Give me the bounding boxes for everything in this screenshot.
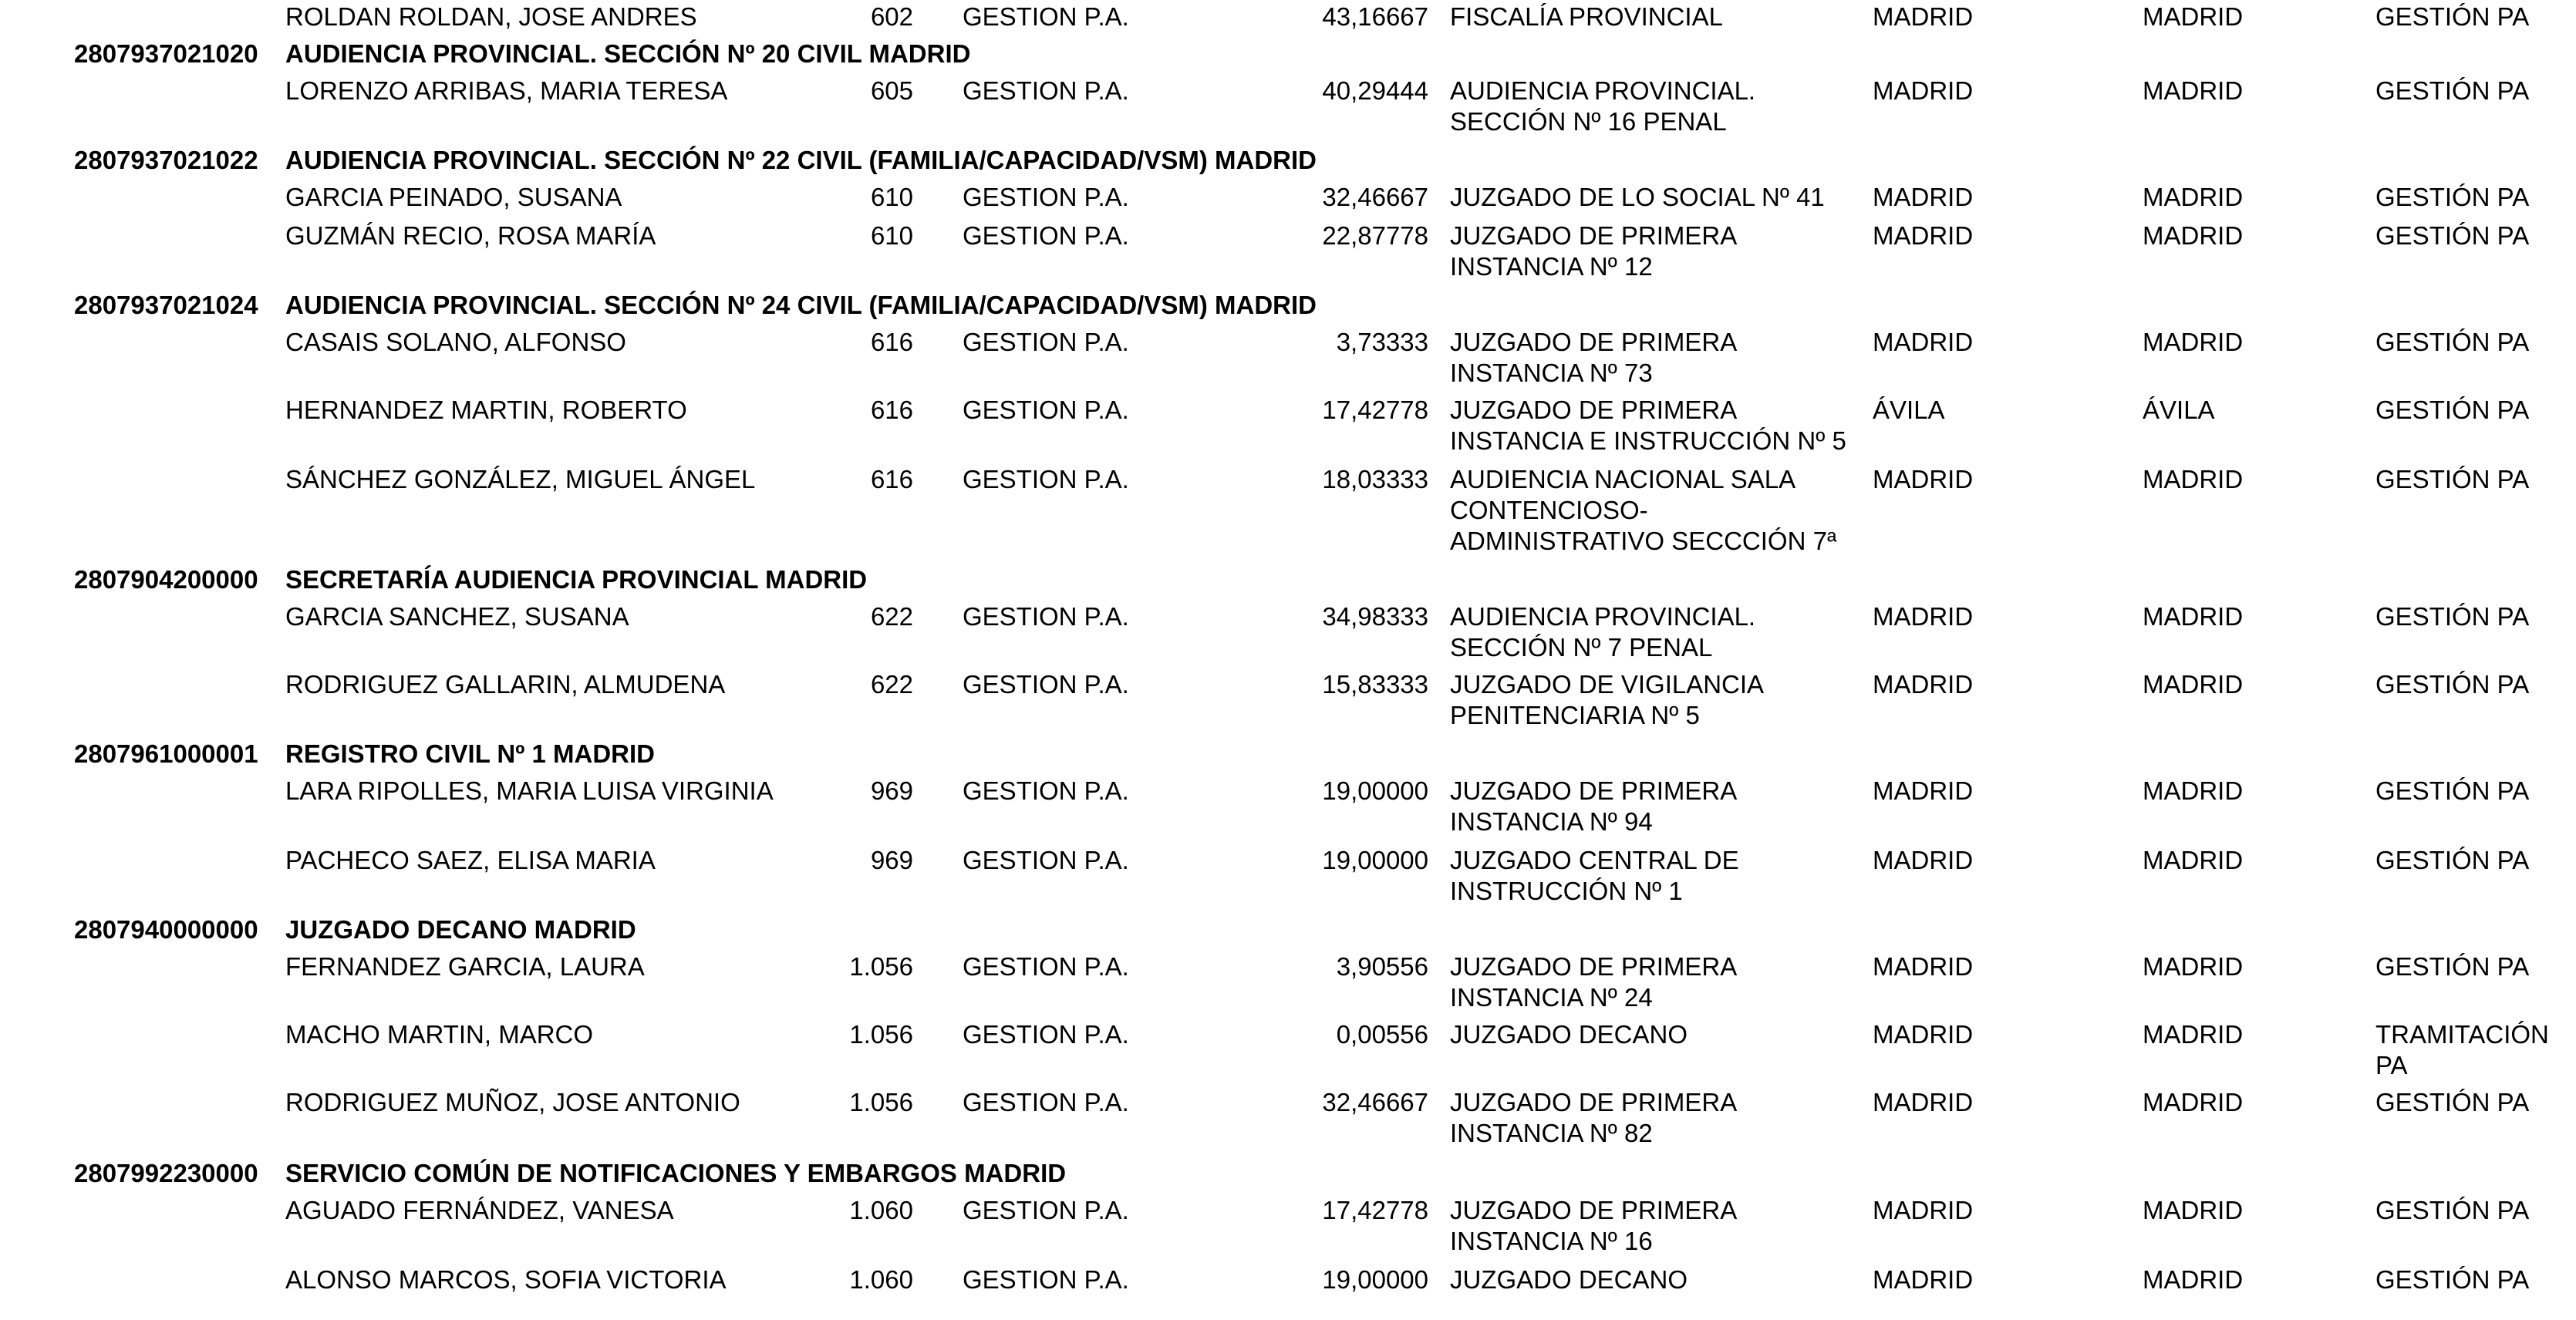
score-value: 22,87778 bbox=[1322, 221, 1428, 250]
province: ÁVILA bbox=[1873, 396, 1945, 424]
category: GESTION P.A. bbox=[963, 1088, 1129, 1116]
body: GESTIÓN PA bbox=[2375, 670, 2530, 699]
destination: JUZGADO DE PRIMERA INSTANCIA Nº 12 bbox=[1450, 221, 1738, 281]
office-code: 2807961000001 bbox=[74, 739, 258, 768]
province: MADRID bbox=[1873, 1088, 1974, 1116]
province: MADRID bbox=[1873, 465, 1974, 493]
locality: MADRID bbox=[2143, 952, 2244, 981]
category: GESTION P.A. bbox=[963, 465, 1129, 493]
post-number: 616 bbox=[870, 396, 913, 424]
person-name: AGUADO FERNÁNDEZ, VANESA bbox=[285, 1196, 674, 1224]
person-name: LARA RIPOLLES, MARIA LUISA VIRGINIA bbox=[285, 776, 774, 805]
category: GESTION P.A. bbox=[963, 1020, 1129, 1049]
province: MADRID bbox=[1873, 602, 1974, 631]
body: GESTIÓN PA bbox=[2375, 221, 2530, 250]
locality: MADRID bbox=[2143, 328, 2244, 356]
destination: AUDIENCIA NACIONAL SALA CONTENCIOSO- ADMINISTRATIVO SECCCIÓN 7ª bbox=[1450, 465, 1837, 555]
office-code: 2807937021022 bbox=[74, 146, 258, 174]
category: GESTION P.A. bbox=[963, 602, 1129, 631]
person-name: GARCIA PEINADO, SUSANA bbox=[285, 183, 622, 211]
province: MADRID bbox=[1873, 952, 1974, 981]
province: MADRID bbox=[1873, 670, 1974, 699]
person-name: ALONSO MARCOS, SOFIA VICTORIA bbox=[285, 1265, 727, 1294]
destination: JUZGADO DE VIGILANCIA PENITENCIARIA Nº 5 bbox=[1450, 670, 1765, 729]
province: MADRID bbox=[1873, 776, 1974, 805]
destination: AUDIENCIA PROVINCIAL. SECCIÓN Nº 16 PENAL bbox=[1450, 76, 1756, 136]
body: GESTIÓN PA bbox=[2375, 602, 2530, 631]
destination: AUDIENCIA PROVINCIAL. SECCIÓN Nº 7 PENAL bbox=[1450, 602, 1756, 662]
post-number: 622 bbox=[870, 670, 913, 699]
province: MADRID bbox=[1873, 846, 1974, 874]
score-value: 19,00000 bbox=[1322, 846, 1428, 874]
person-name: FERNANDEZ GARCIA, LAURA bbox=[285, 952, 645, 981]
score-value: 18,03333 bbox=[1322, 465, 1428, 493]
person-name: RODRIGUEZ GALLARIN, ALMUDENA bbox=[285, 670, 726, 699]
post-number: 610 bbox=[870, 221, 913, 250]
score-value: 3,73333 bbox=[1336, 328, 1428, 356]
score-value: 0,00556 bbox=[1336, 1020, 1428, 1049]
province: MADRID bbox=[1873, 328, 1974, 356]
destination: JUZGADO CENTRAL DE INSTRUCCIÓN Nº 1 bbox=[1450, 846, 1739, 905]
post-number: 969 bbox=[870, 776, 913, 805]
body: GESTIÓN PA bbox=[2375, 2, 2530, 31]
destination: JUZGADO DE PRIMERA INSTANCIA Nº 82 bbox=[1450, 1088, 1738, 1147]
post-number: 610 bbox=[870, 183, 913, 211]
office-title: JUZGADO DECANO MADRID bbox=[285, 915, 636, 944]
locality: MADRID bbox=[2143, 1196, 2244, 1224]
body: GESTIÓN PA bbox=[2375, 1265, 2530, 1294]
score-value: 17,42778 bbox=[1322, 1196, 1428, 1224]
province: MADRID bbox=[1873, 1020, 1974, 1049]
locality: MADRID bbox=[2143, 776, 2244, 805]
category: GESTION P.A. bbox=[963, 952, 1129, 981]
body: GESTIÓN PA bbox=[2375, 1088, 2530, 1116]
score-value: 15,83333 bbox=[1322, 670, 1428, 699]
locality: MADRID bbox=[2143, 221, 2244, 250]
post-number: 602 bbox=[870, 2, 913, 31]
category: GESTION P.A. bbox=[963, 1265, 1129, 1294]
post-number: 1.056 bbox=[849, 952, 913, 981]
locality: MADRID bbox=[2143, 602, 2244, 631]
body: GESTIÓN PA bbox=[2375, 1196, 2530, 1224]
post-number: 969 bbox=[870, 846, 913, 874]
score-value: 32,46667 bbox=[1322, 183, 1428, 211]
destination: JUZGADO DE PRIMERA INSTANCIA Nº 16 bbox=[1450, 1196, 1738, 1255]
body: GESTIÓN PA bbox=[2375, 952, 2530, 981]
score-value: 3,90556 bbox=[1336, 952, 1428, 981]
locality: MADRID bbox=[2143, 1020, 2244, 1049]
destination: JUZGADO DE PRIMERA INSTANCIA Nº 73 bbox=[1450, 328, 1738, 387]
locality: MADRID bbox=[2143, 465, 2244, 493]
body: GESTIÓN PA bbox=[2375, 465, 2530, 493]
category: GESTION P.A. bbox=[963, 670, 1129, 699]
post-number: 616 bbox=[870, 465, 913, 493]
score-value: 19,00000 bbox=[1322, 1265, 1428, 1294]
body: GESTIÓN PA bbox=[2375, 846, 2530, 874]
category: GESTION P.A. bbox=[963, 76, 1129, 105]
destination: FISCALÍA PROVINCIAL bbox=[1450, 2, 1723, 31]
score-value: 34,98333 bbox=[1322, 602, 1428, 631]
body: TRAMITACIÓN PA bbox=[2375, 1020, 2549, 1079]
post-number: 1.056 bbox=[849, 1020, 913, 1049]
locality: MADRID bbox=[2143, 1265, 2244, 1294]
office-code: 2807940000000 bbox=[74, 915, 258, 944]
score-value: 17,42778 bbox=[1322, 396, 1428, 424]
locality: MADRID bbox=[2143, 846, 2244, 874]
locality: MADRID bbox=[2143, 183, 2244, 211]
person-name: GUZMÁN RECIO, ROSA MARÍA bbox=[285, 221, 656, 250]
province: MADRID bbox=[1873, 1196, 1974, 1224]
locality: MADRID bbox=[2143, 2, 2244, 31]
destination: JUZGADO DECANO bbox=[1450, 1020, 1688, 1049]
office-title: SECRETARÍA AUDIENCIA PROVINCIAL MADRID bbox=[285, 565, 868, 594]
person-name: CASAIS SOLANO, ALFONSO bbox=[285, 328, 626, 356]
category: GESTION P.A. bbox=[963, 221, 1129, 250]
person-name: HERNANDEZ MARTIN, ROBERTO bbox=[285, 396, 687, 424]
score-value: 40,29444 bbox=[1322, 76, 1428, 105]
destination: JUZGADO DE PRIMERA INSTANCIA Nº 24 bbox=[1450, 952, 1738, 1012]
province: MADRID bbox=[1873, 183, 1974, 211]
office-code: 2807937021024 bbox=[74, 291, 258, 319]
office-code: 2807904200000 bbox=[74, 565, 258, 594]
post-number: 622 bbox=[870, 602, 913, 631]
office-title: AUDIENCIA PROVINCIAL. SECCIÓN Nº 22 CIVIL (FAMILIA/CAPACIDAD/VSM) MADRID bbox=[285, 146, 1317, 174]
destination: JUZGADO DE LO SOCIAL Nº 41 bbox=[1450, 183, 1825, 211]
locality: MADRID bbox=[2143, 1088, 2244, 1116]
province: MADRID bbox=[1873, 76, 1974, 105]
post-number: 1.056 bbox=[849, 1088, 913, 1116]
score-value: 32,46667 bbox=[1322, 1088, 1428, 1116]
person-name: GARCIA SANCHEZ, SUSANA bbox=[285, 602, 629, 631]
post-number: 1.060 bbox=[849, 1196, 913, 1224]
province: MADRID bbox=[1873, 1265, 1974, 1294]
destination: JUZGADO DE PRIMERA INSTANCIA E INSTRUCCIÓN Nº 5 bbox=[1450, 396, 1846, 455]
post-number: 605 bbox=[870, 76, 913, 105]
person-name: MACHO MARTIN, MARCO bbox=[285, 1020, 594, 1049]
locality: ÁVILA bbox=[2143, 396, 2215, 424]
destination: JUZGADO DE PRIMERA INSTANCIA Nº 94 bbox=[1450, 776, 1738, 836]
office-code: 2807992230000 bbox=[74, 1159, 258, 1187]
category: GESTION P.A. bbox=[963, 2, 1129, 31]
body: GESTIÓN PA bbox=[2375, 776, 2530, 805]
province: MADRID bbox=[1873, 221, 1974, 250]
body: GESTIÓN PA bbox=[2375, 183, 2530, 211]
office-title: AUDIENCIA PROVINCIAL. SECCIÓN Nº 20 CIVIL MADRID bbox=[285, 39, 971, 68]
province: MADRID bbox=[1873, 2, 1974, 31]
person-name: ROLDAN ROLDAN, JOSE ANDRES bbox=[285, 2, 697, 31]
office-title: SERVICIO COMÚN DE NOTIFICACIONES Y EMBARGOS MADRID bbox=[285, 1159, 1067, 1187]
person-name: SÁNCHEZ GONZÁLEZ, MIGUEL ÁNGEL bbox=[285, 465, 756, 493]
locality: MADRID bbox=[2143, 76, 2244, 105]
office-code: 2807937021020 bbox=[74, 39, 258, 68]
person-name: LORENZO ARRIBAS, MARIA TERESA bbox=[285, 76, 728, 105]
score-value: 43,16667 bbox=[1322, 2, 1428, 31]
post-number: 616 bbox=[870, 328, 913, 356]
person-name: PACHECO SAEZ, ELISA MARIA bbox=[285, 846, 656, 874]
person-name: RODRIGUEZ MUÑOZ, JOSE ANTONIO bbox=[285, 1088, 740, 1116]
office-title: AUDIENCIA PROVINCIAL. SECCIÓN Nº 24 CIVIL (FAMILIA/CAPACIDAD/VSM) MADRID bbox=[285, 291, 1317, 319]
category: GESTION P.A. bbox=[963, 1196, 1129, 1224]
destination: JUZGADO DECANO bbox=[1450, 1265, 1688, 1294]
score-value: 19,00000 bbox=[1322, 776, 1428, 805]
category: GESTION P.A. bbox=[963, 846, 1129, 874]
body: GESTIÓN PA bbox=[2375, 396, 2530, 424]
locality: MADRID bbox=[2143, 670, 2244, 699]
category: GESTION P.A. bbox=[963, 183, 1129, 211]
category: GESTION P.A. bbox=[963, 396, 1129, 424]
category: GESTION P.A. bbox=[963, 328, 1129, 356]
category: GESTION P.A. bbox=[963, 776, 1129, 805]
body: GESTIÓN PA bbox=[2375, 328, 2530, 356]
post-number: 1.060 bbox=[849, 1265, 913, 1294]
office-title: REGISTRO CIVIL Nº 1 MADRID bbox=[285, 739, 655, 768]
body: GESTIÓN PA bbox=[2375, 76, 2530, 105]
